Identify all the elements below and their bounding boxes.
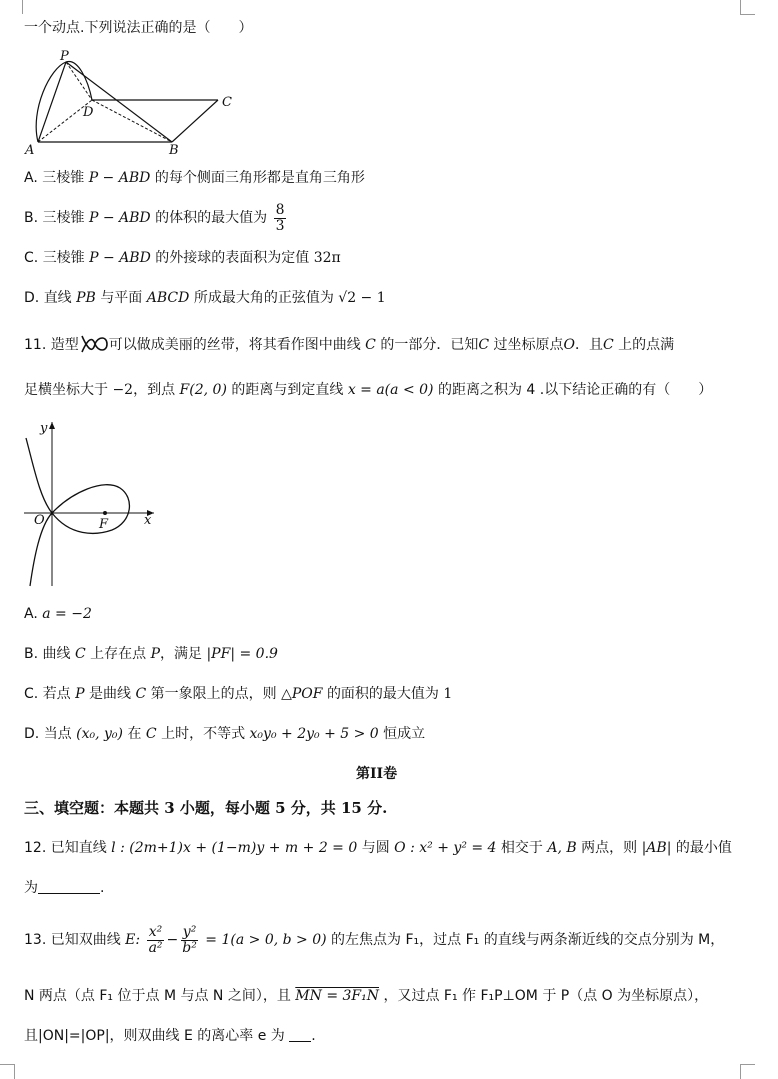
curve-figure: [20, 418, 170, 588]
q11-option-b: B. 曲线 C 上存在点 P，满足 |PF| = 0.9: [24, 646, 278, 662]
q10-option-b: B. 三棱锥 P − ABD 的体积的最大值为 $\frac{8}{3}$: [24, 201, 285, 234]
section-3-title: 三、填空题：本题共 3 小题，每小题 5 分，共 15 分.: [24, 799, 388, 817]
answer-blank-13[interactable]: [289, 1027, 311, 1042]
label-a: A: [25, 143, 35, 158]
q11-option-c: C. 若点 P 是曲线 C 第一象限上的点，则 △POF 的面积的最大值为 1: [24, 686, 453, 702]
q11-option-d: D. 当点 (x₀, y₀) 在 C 上时，不等式 x₀y₀ + 2y₀ + 5 > 0 恒成立: [24, 726, 426, 742]
q10-option-a: A. 三棱锥 P − ABD 的每个侧面三角形都是直角三角形: [24, 170, 365, 186]
question-13-line-2: N 两点（点 F₁ 位于点 M 与点 N 之间），且 MN = 3F₁N ，又过点 F₁ 作 F₁P⊥OM 于 P（点 O 为坐标原点），: [24, 988, 709, 1004]
q11-option-a: A. a = −2: [24, 606, 92, 622]
question-12-line-1: 12. 已知直线 l : (2m+1)x + (1−m)y + m + 2 = 0 与圆 O : x² + y² = 4 相交于 A, B 两点，则 |AB| 的最小值: [24, 840, 732, 856]
part-2-title: 第II卷: [356, 766, 398, 782]
fraction-y2-b2: $\frac{\text{y²}}{\text{b²}}$: [182, 923, 197, 956]
q10-option-c: C. 三棱锥 P − ABD 的外接球的表面积为定值 32π: [24, 250, 341, 266]
question-11-line-1: 11. 造型 可以做成美丽的丝带，将其看作图中曲线 C 的一部分．已知C 过坐标原点O．且C 上的点满: [24, 334, 674, 355]
label-p: P: [60, 50, 69, 64]
pyramid-figure: [22, 50, 242, 160]
page-corner-mark-br: [740, 1064, 755, 1079]
q10-option-d: D. 直线 PB 与平面 ABCD 所成最大角的正弦值为 √2 − 1: [24, 290, 386, 306]
question-12-line-2: 为 .: [24, 880, 105, 896]
question-10-tail: 一个动点.下列说法正确的是（ ）: [24, 20, 253, 36]
label-d: D: [83, 105, 94, 120]
page-corner-mark-tr: [740, 0, 755, 15]
label-b: B: [169, 143, 179, 158]
question-13-line-1: 13. 已知双曲线 E: $\frac{\text{x²}}{\text{a²}}$ − $\frac{\text{y²}}{\text{b²}}$ = 1(a > 0, b > 0) 的左焦点为 F₁，过点 F₁ 的直线与两条渐近线的交点分别为 M，: [24, 923, 725, 956]
question-13-line-3: 且|ON|=|OP|，则双曲线 E 的离心率 e 为 .: [24, 1028, 316, 1044]
page-corner-mark-tl: [8, 0, 23, 14]
page-corner-mark-bl: [0, 1064, 15, 1079]
answer-blank-12[interactable]: [38, 879, 100, 894]
question-11-line-2: 足横坐标大于 −2，到点 F(2, 0) 的距离与到定直线 x = a(a < 0) 的距离之积为 4 .以下结论正确的有（ ）: [24, 382, 713, 398]
fraction-8-3: $\frac{8}{3}$: [275, 201, 285, 234]
focus-label-f: F: [99, 517, 109, 532]
origin-label: O: [34, 513, 45, 528]
axis-label-x: x: [144, 513, 152, 528]
label-c: C: [222, 95, 232, 110]
axis-label-y: y: [40, 421, 48, 436]
ribbon-shape-icon: [79, 334, 109, 354]
fraction-x2-a2: $\frac{\text{x²}}{\text{a²}}$: [148, 923, 163, 956]
